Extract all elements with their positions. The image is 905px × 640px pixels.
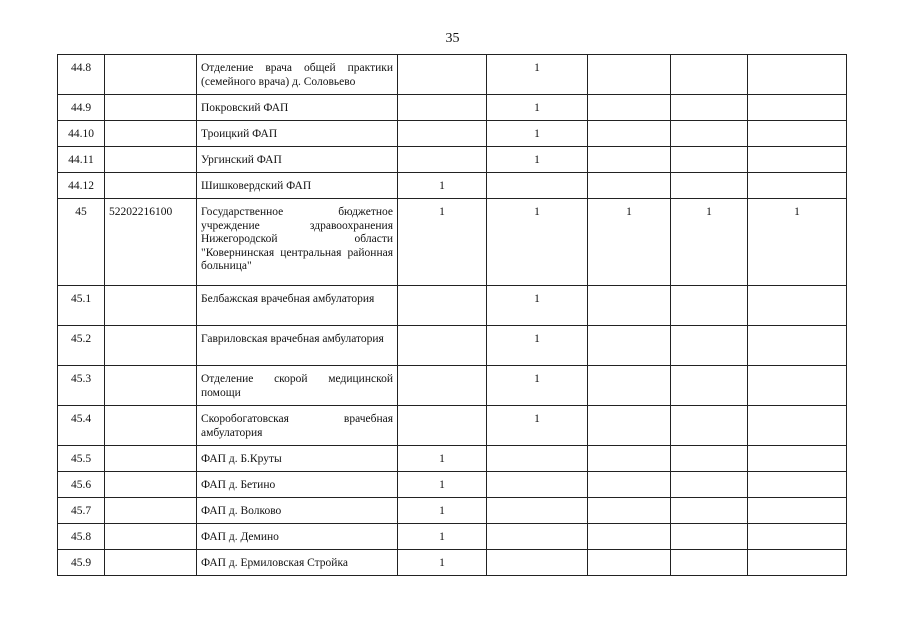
facility-name-cell: ФАП д. Бетино xyxy=(197,472,398,498)
row-number-cell: 45 xyxy=(58,199,105,286)
facility-name-cell: Государственное бюджетное учреждение здравоохранения Нижегородской области "Ковернинская центральная районная больница" xyxy=(197,199,398,286)
value-cell-5 xyxy=(748,524,847,550)
row-code-cell xyxy=(105,55,197,95)
row-code-cell xyxy=(105,550,197,576)
value-cell-1: 1 xyxy=(398,446,487,472)
value-cell-2 xyxy=(487,446,588,472)
value-cell-2: 1 xyxy=(487,199,588,286)
page-number: 35 xyxy=(445,31,460,46)
value-cell-5 xyxy=(748,121,847,147)
table-row xyxy=(58,446,847,472)
row-code-cell xyxy=(105,366,197,406)
row-number-cell: 44.10 xyxy=(58,121,105,147)
row-code-cell xyxy=(105,524,197,550)
value-cell-2 xyxy=(487,472,588,498)
row-code-cell xyxy=(105,121,197,147)
row-code-cell xyxy=(105,95,197,121)
value-cell-3: 1 xyxy=(588,199,671,286)
value-cell-5 xyxy=(748,147,847,173)
value-cell-3 xyxy=(588,524,671,550)
facility-name-cell: ФАП д. Ермиловская Стройка xyxy=(197,550,398,576)
row-code-cell xyxy=(105,147,197,173)
table-row xyxy=(58,286,847,326)
value-cell-1: 1 xyxy=(398,472,487,498)
value-cell-2: 1 xyxy=(487,406,588,446)
value-cell-5 xyxy=(748,326,847,366)
table-row xyxy=(58,550,847,576)
row-number-cell: 45.1 xyxy=(58,286,105,326)
table-row xyxy=(58,173,847,199)
facility-name-cell: ФАП д. Б.Круты xyxy=(197,446,398,472)
value-cell-1 xyxy=(398,366,487,406)
row-number-cell: 45.8 xyxy=(58,524,105,550)
value-cell-1: 1 xyxy=(398,550,487,576)
value-cell-2: 1 xyxy=(487,147,588,173)
facility-name-cell: ФАП д. Демино xyxy=(197,524,398,550)
value-cell-3 xyxy=(588,446,671,472)
value-cell-1 xyxy=(398,147,487,173)
row-code-cell xyxy=(105,286,197,326)
value-cell-2: 1 xyxy=(487,95,588,121)
value-cell-3 xyxy=(588,550,671,576)
row-code-cell: 52202216100 xyxy=(105,199,197,286)
value-cell-1: 1 xyxy=(398,173,487,199)
value-cell-5 xyxy=(748,550,847,576)
value-cell-4 xyxy=(671,472,748,498)
value-cell-2 xyxy=(487,524,588,550)
row-code-cell xyxy=(105,173,197,199)
facilities-table xyxy=(57,54,847,576)
facility-name-cell: Шишковердский ФАП xyxy=(197,173,398,199)
table-row xyxy=(58,199,847,286)
facility-name-cell: Отделение скорой медицинской помощи xyxy=(197,366,398,406)
value-cell-3 xyxy=(588,147,671,173)
value-cell-1 xyxy=(398,406,487,446)
value-cell-4 xyxy=(671,147,748,173)
value-cell-1: 1 xyxy=(398,498,487,524)
value-cell-4 xyxy=(671,326,748,366)
row-code-cell xyxy=(105,406,197,446)
row-number-cell: 45.7 xyxy=(58,498,105,524)
value-cell-4 xyxy=(671,173,748,199)
row-number-cell: 44.8 xyxy=(58,55,105,95)
row-code-cell xyxy=(105,326,197,366)
table-row xyxy=(58,366,847,406)
row-number-cell: 44.12 xyxy=(58,173,105,199)
value-cell-5 xyxy=(748,406,847,446)
value-cell-3 xyxy=(588,326,671,366)
value-cell-4 xyxy=(671,366,748,406)
value-cell-1: 1 xyxy=(398,524,487,550)
value-cell-1 xyxy=(398,286,487,326)
value-cell-2 xyxy=(487,550,588,576)
value-cell-1 xyxy=(398,55,487,95)
row-number-cell: 44.9 xyxy=(58,95,105,121)
value-cell-4 xyxy=(671,550,748,576)
facility-name-cell: Покровский ФАП xyxy=(197,95,398,121)
value-cell-3 xyxy=(588,121,671,147)
value-cell-5 xyxy=(748,95,847,121)
value-cell-2 xyxy=(487,498,588,524)
facility-name-cell: Ургинский ФАП xyxy=(197,147,398,173)
row-number-cell: 45.3 xyxy=(58,366,105,406)
row-code-cell xyxy=(105,446,197,472)
row-number-cell: 44.11 xyxy=(58,147,105,173)
row-number-cell: 45.2 xyxy=(58,326,105,366)
table-row xyxy=(58,95,847,121)
row-number-cell: 45.5 xyxy=(58,446,105,472)
value-cell-3 xyxy=(588,286,671,326)
table-row xyxy=(58,55,847,95)
value-cell-3 xyxy=(588,498,671,524)
value-cell-5 xyxy=(748,446,847,472)
row-code-cell xyxy=(105,472,197,498)
row-code-cell xyxy=(105,498,197,524)
row-number-cell: 45.9 xyxy=(58,550,105,576)
value-cell-3 xyxy=(588,55,671,95)
facility-name-cell: Гавриловская врачебная амбулатория xyxy=(197,326,398,366)
table-body xyxy=(58,55,847,576)
value-cell-5 xyxy=(748,286,847,326)
value-cell-4 xyxy=(671,524,748,550)
table-row xyxy=(58,472,847,498)
table-row xyxy=(58,147,847,173)
value-cell-5 xyxy=(748,55,847,95)
table-row xyxy=(58,524,847,550)
value-cell-3 xyxy=(588,173,671,199)
value-cell-4 xyxy=(671,498,748,524)
value-cell-5 xyxy=(748,366,847,406)
value-cell-2: 1 xyxy=(487,326,588,366)
value-cell-4: 1 xyxy=(671,199,748,286)
value-cell-4 xyxy=(671,286,748,326)
facility-name-cell: Белбажская врачебная амбулатория xyxy=(197,286,398,326)
facility-name-cell: Троицкий ФАП xyxy=(197,121,398,147)
facility-name-cell: ФАП д. Волково xyxy=(197,498,398,524)
table-row xyxy=(58,326,847,366)
value-cell-4 xyxy=(671,121,748,147)
value-cell-5: 1 xyxy=(748,199,847,286)
value-cell-5 xyxy=(748,472,847,498)
value-cell-3 xyxy=(588,95,671,121)
value-cell-2: 1 xyxy=(487,366,588,406)
facility-name-cell: Отделение врача общей практики (семейного врача) д. Соловьево xyxy=(197,55,398,95)
value-cell-4 xyxy=(671,406,748,446)
value-cell-1 xyxy=(398,326,487,366)
value-cell-2: 1 xyxy=(487,286,588,326)
value-cell-4 xyxy=(671,55,748,95)
table-row xyxy=(58,121,847,147)
value-cell-2: 1 xyxy=(487,121,588,147)
row-number-cell: 45.6 xyxy=(58,472,105,498)
value-cell-3 xyxy=(588,406,671,446)
row-number-cell: 45.4 xyxy=(58,406,105,446)
value-cell-2 xyxy=(487,173,588,199)
table-row xyxy=(58,406,847,446)
value-cell-2: 1 xyxy=(487,55,588,95)
value-cell-3 xyxy=(588,472,671,498)
value-cell-4 xyxy=(671,446,748,472)
value-cell-1 xyxy=(398,121,487,147)
table-row xyxy=(58,498,847,524)
value-cell-1: 1 xyxy=(398,199,487,286)
value-cell-5 xyxy=(748,173,847,199)
facility-name-cell: Скоробогатовская врачебная амбулатория xyxy=(197,406,398,446)
value-cell-5 xyxy=(748,498,847,524)
value-cell-3 xyxy=(588,366,671,406)
value-cell-1 xyxy=(398,95,487,121)
value-cell-4 xyxy=(671,95,748,121)
